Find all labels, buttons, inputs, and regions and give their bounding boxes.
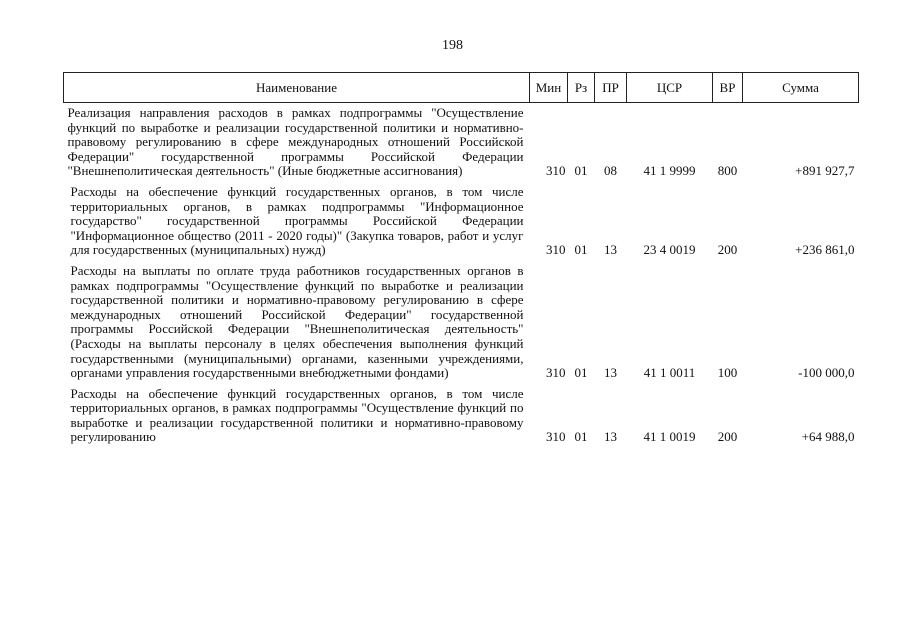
header-rz: Рз — [568, 73, 595, 103]
row-name: Реализация направления расходов в рамках подпрограммы "Осуществление функций по выработке и реализации государственной политики и нормативно-правовому регулированию в сфере международных отношений Российской Федерации" государственной программы Российской Федерации "Внешнеполитическая деятельность" (Иные бюджетные ассигнования) — [67, 105, 524, 179]
row-min: 310 — [546, 429, 566, 445]
row-sum: +236 861,0 — [795, 242, 855, 258]
row-name: Расходы на обеспечение функций государственных органов, в том числе территориальных органов, в рамках подпрограммы "Осуществление функций по выработке и реализации государственной политики и нормативно-правовому регулированию — [70, 385, 524, 445]
row-csr: 41 1 0019 — [643, 429, 696, 445]
row-sum: +64 988,0 — [801, 429, 855, 445]
row-vr: 200 — [717, 429, 738, 445]
table-row — [64, 261, 859, 384]
row-vr: 200 — [717, 242, 738, 258]
row-sum: +891 927,7 — [795, 163, 855, 179]
row-csr: 23 4 0019 — [643, 242, 696, 258]
row-rz: 01 — [574, 242, 588, 258]
header-csr: ЦСР — [627, 73, 713, 103]
header-pr: ПР — [595, 73, 627, 103]
row-pr: 13 — [604, 365, 617, 381]
row-csr: 41 1 9999 — [643, 163, 696, 179]
row-min: 310 — [546, 365, 566, 381]
header-sum: Сумма — [743, 73, 859, 103]
header-min: Мин — [530, 73, 568, 103]
table-row — [64, 103, 859, 182]
row-name: Расходы на обеспечение функций государственных органов, в том числе территориальных органов, в рамках подпрограммы "Информационное государство" государственной программы Российской Федерации "Информационное общество (2011 - 2020 годы)" (Закупка товаров, работ и услуг для государственных (муниципальных) нужд) — [70, 183, 524, 258]
row-csr: 41 1 0011 — [643, 365, 696, 381]
row-min: 310 — [546, 163, 566, 179]
row-sum: -100 000,0 — [798, 365, 855, 381]
row-pr: 08 — [604, 163, 617, 179]
row-rz: 01 — [574, 365, 588, 381]
row-pr: 13 — [604, 242, 617, 258]
header-name: Наименование — [64, 73, 530, 103]
row-min: 310 — [546, 242, 566, 258]
table-row — [64, 384, 859, 448]
table-row — [64, 182, 859, 261]
row-name: Расходы на выплаты по оплате труда работников государственных органов в рамках подпрограммы "Осуществление функций по выработке и реализации государственной политики и нормативно-правовому регулированию в сфере международных отношений Российской Федерации" государственной программы Российской Федерации "Внешнеполитическая деятельность" (Расходы на выплаты персоналу в целях обеспечения выполнения функций государственными (муниципальными) органами, казенными учреждениями, органами управления государственными внебюджетными фондами) — [70, 262, 524, 381]
budget-table — [63, 72, 859, 448]
header-vr: ВР — [713, 73, 743, 103]
row-vr: 800 — [717, 163, 738, 179]
row-pr: 13 — [604, 429, 617, 445]
page-number: 198 — [442, 38, 463, 53]
header-row — [64, 73, 859, 103]
row-rz: 01 — [574, 163, 588, 179]
row-vr: 100 — [717, 365, 738, 381]
row-rz: 01 — [574, 429, 588, 445]
